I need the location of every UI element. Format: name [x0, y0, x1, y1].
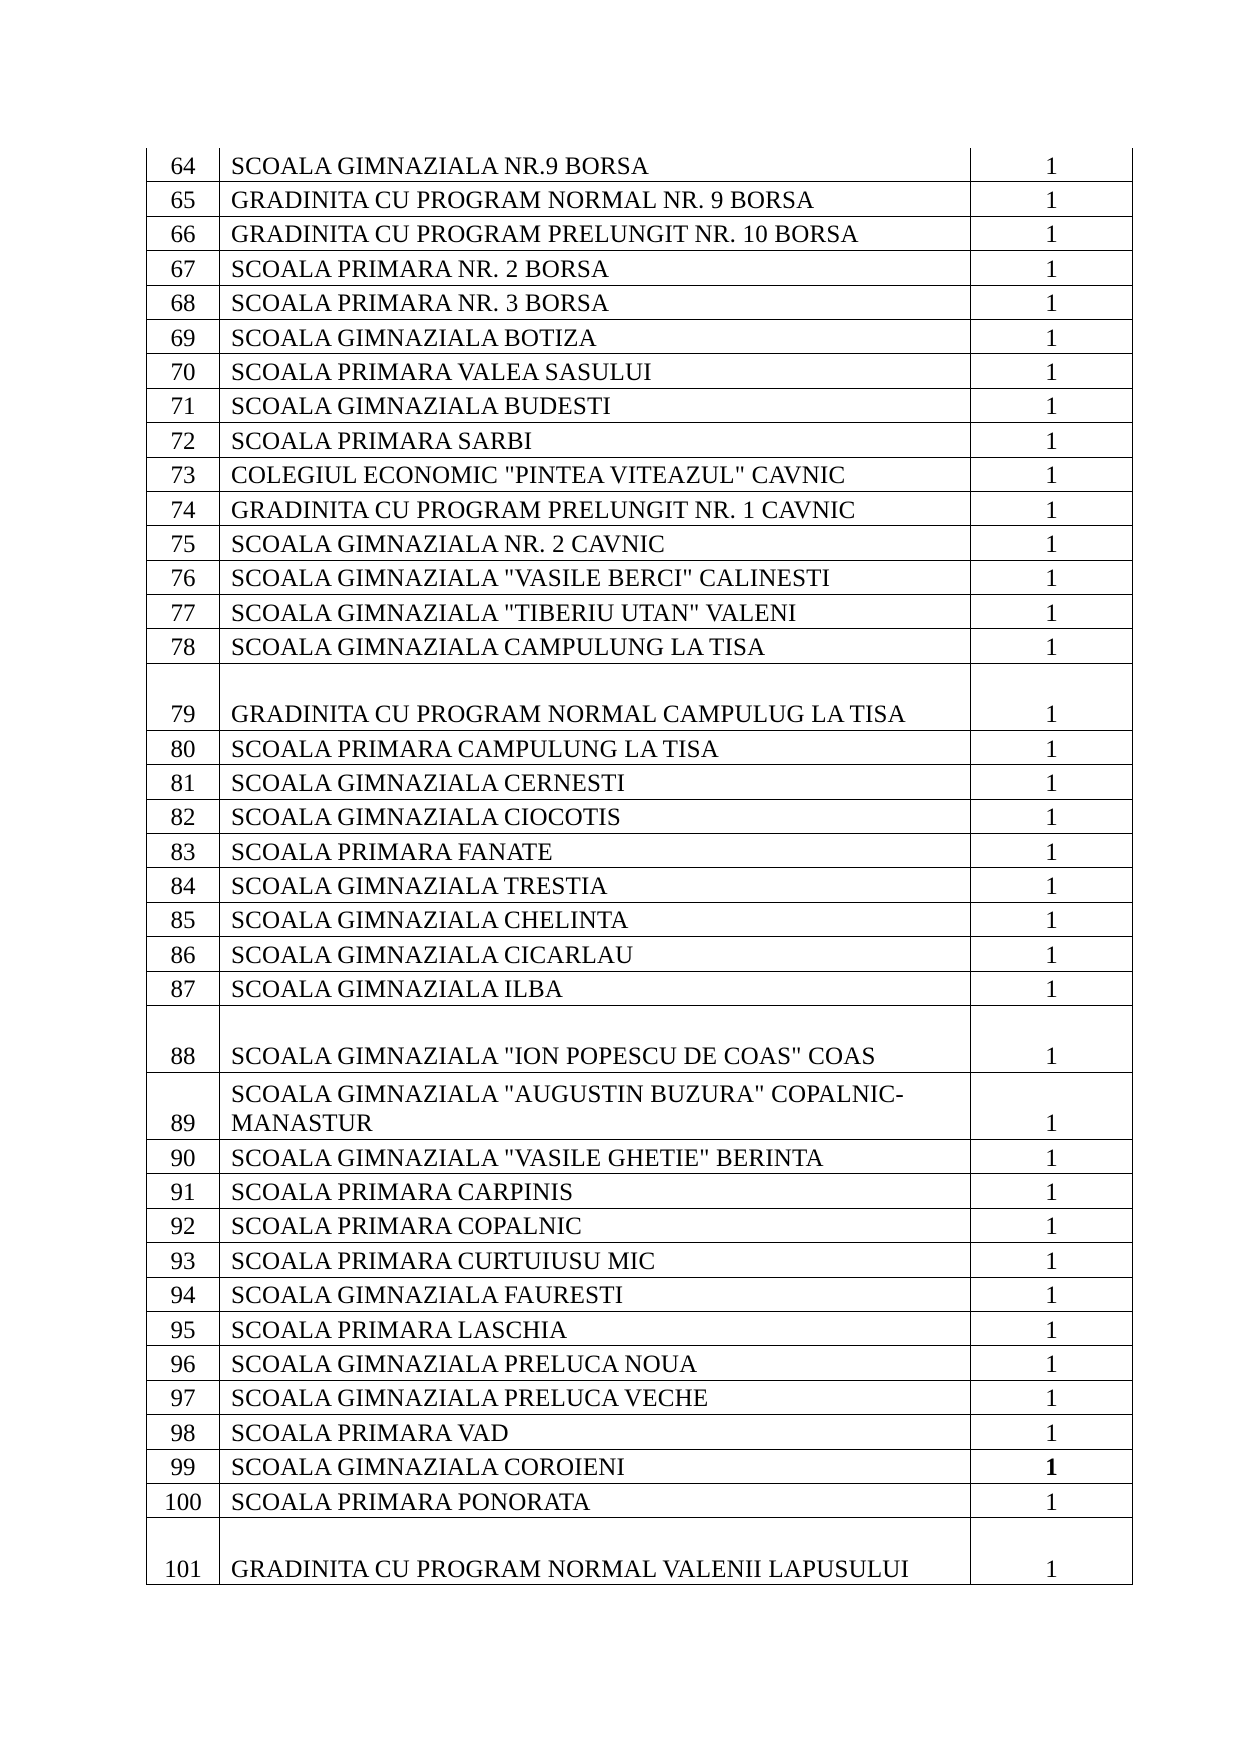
institution-name-cell: SCOALA GIMNAZIALA "VASILE GHETIE" BERINTA: [220, 1139, 971, 1173]
count-cell: 1: [971, 1380, 1133, 1414]
table-row: [147, 868, 1133, 902]
table-row: [147, 1449, 1133, 1483]
institution-name-cell: SCOALA GIMNAZIALA "VASILE BERCI" CALINESTI: [220, 560, 971, 594]
count-cell: 1: [971, 765, 1133, 799]
table-row: [147, 971, 1133, 1005]
row-number: 74: [147, 491, 220, 525]
row-number: 92: [147, 1208, 220, 1242]
table-row: [147, 663, 1133, 730]
count-cell: 1: [971, 1072, 1133, 1139]
institution-name-cell: SCOALA PRIMARA PONORATA: [220, 1483, 971, 1517]
institution-name-cell: GRADINITA CU PROGRAM PRELUNGIT NR. 10 BORSA: [220, 216, 971, 250]
table-row: [147, 491, 1133, 525]
institution-name: GRADINITA CU PROGRAM NORMAL CAMPULUG LA TISA: [231, 701, 906, 729]
count-cell: 1: [971, 629, 1133, 663]
count-cell: 1: [971, 971, 1133, 1005]
table-row: [147, 1243, 1133, 1277]
table-row: [147, 354, 1133, 388]
institution-name-cell: SCOALA GIMNAZIALA BUDESTI: [220, 388, 971, 422]
table-row: [147, 834, 1133, 868]
table-row: [147, 1277, 1133, 1311]
institution-name-cell: [220, 663, 971, 730]
row-number: 72: [147, 423, 220, 457]
table-row: [147, 765, 1133, 799]
row-number: 70: [147, 354, 220, 388]
institution-name-cell: [220, 1072, 971, 1139]
count-cell: 1: [971, 1518, 1133, 1585]
institution-name-cell: SCOALA GIMNAZIALA "TIBERIU UTAN" VALENI: [220, 595, 971, 629]
row-number: 77: [147, 595, 220, 629]
count-cell: 1: [971, 319, 1133, 353]
row-number: 87: [147, 971, 220, 1005]
institution-name-cell: SCOALA PRIMARA LASCHIA: [220, 1311, 971, 1345]
row-number: 93: [147, 1243, 220, 1277]
institution-name: GRADINITA CU PROGRAM NORMAL VALENII LAPUSULUI: [231, 1555, 910, 1583]
table-row: [147, 1208, 1133, 1242]
row-number: 96: [147, 1346, 220, 1380]
school-list-table-wrapper: [146, 148, 1132, 1585]
row-number: 84: [147, 868, 220, 902]
count-cell: 1: [971, 1311, 1133, 1345]
count-cell: 1: [971, 868, 1133, 902]
table-row: [147, 1072, 1133, 1139]
count-cell: 1: [971, 834, 1133, 868]
count-cell: 1: [971, 251, 1133, 285]
count-cell: 1: [971, 1208, 1133, 1242]
row-number: 66: [147, 216, 220, 250]
institution-name-cell: [220, 1518, 971, 1585]
institution-name-cell: SCOALA GIMNAZIALA COROIENI: [220, 1449, 971, 1483]
table-row: [147, 457, 1133, 491]
row-number: 68: [147, 285, 220, 319]
institution-name-cell: SCOALA GIMNAZIALA ILBA: [220, 971, 971, 1005]
table-row: [147, 423, 1133, 457]
table-row: [147, 285, 1133, 319]
table-row: [147, 937, 1133, 971]
row-number: 69: [147, 319, 220, 353]
row-number: 95: [147, 1311, 220, 1345]
count-cell: 1: [971, 1174, 1133, 1208]
table-row: [147, 1346, 1133, 1380]
institution-name: SCOALA GIMNAZIALA "AUGUSTIN BUZURA" COPALNIC-MANASTUR: [231, 1081, 904, 1138]
count-cell: 1: [971, 902, 1133, 936]
institution-name-cell: SCOALA PRIMARA CURTUIUSU MIC: [220, 1243, 971, 1277]
row-number: 80: [147, 730, 220, 764]
institution-name-cell: SCOALA PRIMARA COPALNIC: [220, 1208, 971, 1242]
table-row: [147, 526, 1133, 560]
row-number: 101: [147, 1518, 220, 1585]
count-cell: 1: [971, 491, 1133, 525]
row-number: 85: [147, 902, 220, 936]
table-row: [147, 388, 1133, 422]
row-number: 82: [147, 799, 220, 833]
institution-name-cell: SCOALA PRIMARA NR. 3 BORSA: [220, 285, 971, 319]
count-cell: 1: [971, 595, 1133, 629]
count-cell: 1: [971, 423, 1133, 457]
row-number: 90: [147, 1139, 220, 1173]
institution-name-cell: SCOALA GIMNAZIALA NR.9 BORSA: [220, 148, 971, 182]
count-cell: 1: [971, 1346, 1133, 1380]
row-number: 78: [147, 629, 220, 663]
row-number: 83: [147, 834, 220, 868]
count-cell: 1: [971, 1005, 1133, 1072]
count-cell: 1: [971, 1277, 1133, 1311]
table-row: [147, 251, 1133, 285]
count-cell: 1: [971, 388, 1133, 422]
table-row: [147, 595, 1133, 629]
institution-name-cell: SCOALA PRIMARA SARBI: [220, 423, 971, 457]
table-row: [147, 1005, 1133, 1072]
institution-name-cell: SCOALA GIMNAZIALA BOTIZA: [220, 319, 971, 353]
count-cell: 1: [971, 1139, 1133, 1173]
row-number: 67: [147, 251, 220, 285]
table-body: [147, 148, 1133, 1585]
count-cell: 1: [971, 354, 1133, 388]
institution-name-cell: SCOALA GIMNAZIALA FAURESTI: [220, 1277, 971, 1311]
row-number: 91: [147, 1174, 220, 1208]
count-cell: 1: [971, 285, 1133, 319]
institution-name-cell: SCOALA GIMNAZIALA TRESTIA: [220, 868, 971, 902]
count-cell: 1: [971, 937, 1133, 971]
institution-name-cell: SCOALA GIMNAZIALA PRELUCA NOUA: [220, 1346, 971, 1380]
row-number: 71: [147, 388, 220, 422]
institution-name-cell: COLEGIUL ECONOMIC "PINTEA VITEAZUL" CAVNIC: [220, 457, 971, 491]
table-row: [147, 216, 1133, 250]
table-row: [147, 730, 1133, 764]
row-number: 64: [147, 148, 220, 182]
row-number: 98: [147, 1415, 220, 1449]
table-row: [147, 1174, 1133, 1208]
table-row: [147, 1380, 1133, 1414]
institution-name-cell: SCOALA PRIMARA VAD: [220, 1415, 971, 1449]
institution-name-cell: SCOALA PRIMARA VALEA SASULUI: [220, 354, 971, 388]
row-number: 75: [147, 526, 220, 560]
institution-name-cell: GRADINITA CU PROGRAM NORMAL NR. 9 BORSA: [220, 182, 971, 216]
row-number: 86: [147, 937, 220, 971]
count-cell: 1: [971, 1449, 1133, 1483]
row-number: 76: [147, 560, 220, 594]
row-number: 100: [147, 1483, 220, 1517]
school-list-table: [146, 148, 1133, 1585]
row-number: 65: [147, 182, 220, 216]
count-cell: 1: [971, 1483, 1133, 1517]
institution-name-cell: SCOALA PRIMARA CARPINIS: [220, 1174, 971, 1208]
institution-name-cell: SCOALA GIMNAZIALA CIOCOTIS: [220, 799, 971, 833]
count-cell: 1: [971, 182, 1133, 216]
table-row: [147, 902, 1133, 936]
table-row: [147, 1415, 1133, 1449]
table-row: [147, 319, 1133, 353]
table-row: [147, 629, 1133, 663]
row-number: 81: [147, 765, 220, 799]
count-cell: 1: [971, 457, 1133, 491]
table-row: [147, 1483, 1133, 1517]
table-row: [147, 1518, 1133, 1585]
count-cell: 1: [971, 1415, 1133, 1449]
count-cell: 1: [971, 216, 1133, 250]
count-cell: 1: [971, 730, 1133, 764]
row-number: 73: [147, 457, 220, 491]
table-row: [147, 1139, 1133, 1173]
table-row: [147, 799, 1133, 833]
row-number: 97: [147, 1380, 220, 1414]
institution-name-cell: SCOALA GIMNAZIALA NR. 2 CAVNIC: [220, 526, 971, 560]
institution-name-cell: SCOALA GIMNAZIALA CAMPULUNG LA TISA: [220, 629, 971, 663]
institution-name-cell: SCOALA PRIMARA CAMPULUNG LA TISA: [220, 730, 971, 764]
count-cell: 1: [971, 526, 1133, 560]
table-row: [147, 1311, 1133, 1345]
institution-name-cell: SCOALA PRIMARA FANATE: [220, 834, 971, 868]
count-cell: 1: [971, 799, 1133, 833]
row-number: 79: [147, 663, 220, 730]
table-row: [147, 148, 1133, 182]
institution-name-cell: SCOALA GIMNAZIALA CICARLAU: [220, 937, 971, 971]
table-row: [147, 182, 1133, 216]
institution-name-cell: SCOALA GIMNAZIALA CERNESTI: [220, 765, 971, 799]
row-number: 94: [147, 1277, 220, 1311]
row-number: 89: [147, 1072, 220, 1139]
institution-name-cell: [220, 1005, 971, 1072]
institution-name-cell: GRADINITA CU PROGRAM PRELUNGIT NR. 1 CAVNIC: [220, 491, 971, 525]
count-cell: 1: [971, 560, 1133, 594]
row-number: 99: [147, 1449, 220, 1483]
count-cell: 1: [971, 1243, 1133, 1277]
table-row: [147, 560, 1133, 594]
count-cell: 1: [971, 663, 1133, 730]
institution-name: SCOALA GIMNAZIALA "ION POPESCU DE COAS" COAS: [231, 1043, 876, 1071]
institution-name-cell: SCOALA GIMNAZIALA CHELINTA: [220, 902, 971, 936]
institution-name-cell: SCOALA GIMNAZIALA PRELUCA VECHE: [220, 1380, 971, 1414]
row-number: 88: [147, 1005, 220, 1072]
count-cell: 1: [971, 148, 1133, 182]
institution-name-cell: SCOALA PRIMARA NR. 2 BORSA: [220, 251, 971, 285]
